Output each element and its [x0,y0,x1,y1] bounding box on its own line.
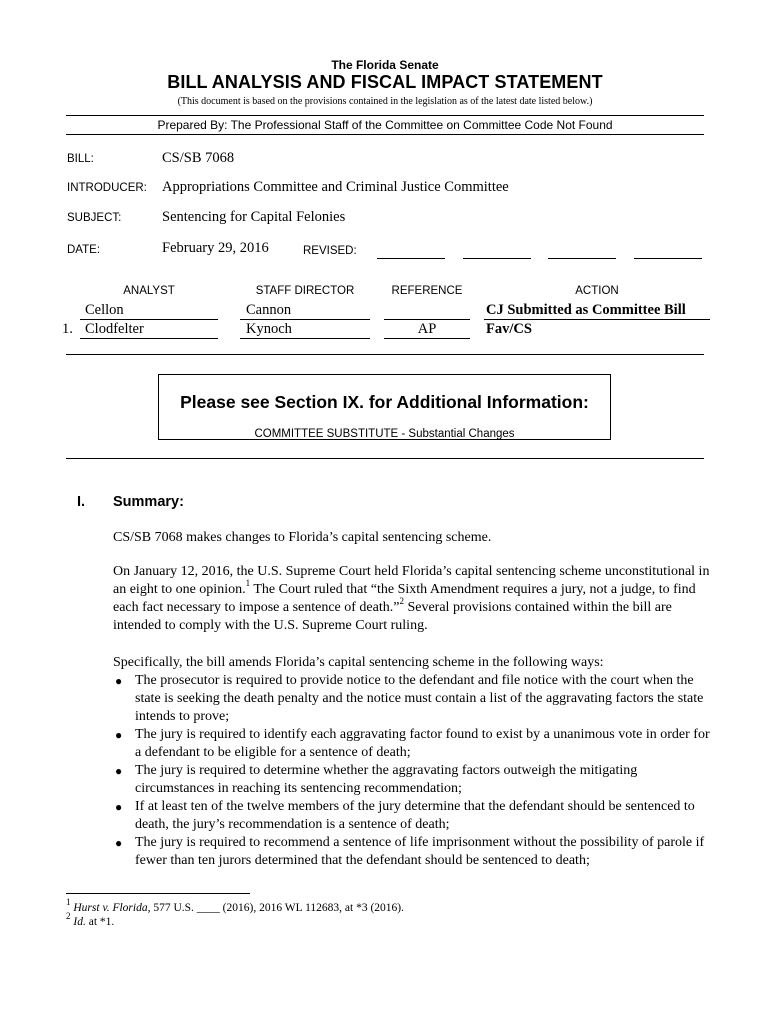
footnote-case: Hurst v. Florida [73,902,148,914]
cell-underline [80,319,218,320]
list-item-text: If at least ten of the twelve members of the jury determine that the defendant should be sentenced to death, the jury’s recommendation is a sentence of death; [135,799,695,832]
list-item [113,726,713,762]
action-cell: Fav/CS [486,321,532,337]
introducer-label: INTRODUCER: [67,182,147,194]
summary-paragraph [113,563,713,635]
col-reference: REFERENCE [391,285,463,297]
footnote-text: , 577 U.S. ____ (2016), 2016 WL 112683, at *3 (2016). [147,902,404,914]
revised-blank [634,258,702,259]
list-item [113,798,713,834]
list-item-text: The jury is required to identify each aggravating factor found to exist by a unanimous vote in order for a defendant to be eligible for a sentence of death; [135,727,710,760]
cell-underline [484,319,710,320]
paragraph-text: The Court ruled that “the Sixth Amendment requires a jury, not a judge, to find each fact necessary to impose a sentence of death.” [113,582,696,615]
divider [66,134,704,135]
notice-title: Please see Section IX. for Additional Information: [180,392,589,412]
section-number: I. [77,494,86,510]
footnote-number: 2 [66,911,71,922]
paragraph-text: CS/SB 7068 makes changes to Florida’s capital sentencing scheme. [113,530,492,545]
section-title: Summary: [113,494,184,510]
director-cell: Cannon [246,302,292,318]
list-item [113,672,713,726]
paragraph-text [113,563,713,635]
introducer-value: Appropriations Committee and Criminal Justice Committee [162,179,509,195]
list-item-text: The jury is required to recommend a sentence of life imprisonment without the possibility of parole if fewer than ten jurors determined that the defendant should be sentenced to death; [135,835,705,868]
footnote-case: Id. [73,916,86,928]
bullet-icon: ● [115,836,123,850]
bullet-icon: ● [115,674,123,688]
cell-underline [240,319,370,320]
subject-value: Sentencing for Capital Felonies [162,209,346,225]
summary-paragraph [113,529,713,547]
cell-underline [384,338,470,339]
footnote [66,897,404,914]
divider [66,458,704,459]
summary-paragraph [113,654,713,672]
date-value: February 29, 2016 [162,240,269,256]
revised-label: REVISED: [303,245,357,257]
cell-underline [80,338,218,339]
date-label: DATE: [67,244,101,256]
footnote [66,911,115,928]
revised-blank [548,258,616,259]
bullet-icon: ● [115,728,123,742]
col-staff-director: STAFF DIRECTOR [255,285,355,297]
footnote-number: 1 [66,897,71,908]
bullet-list [113,672,713,870]
list-item-text: The jury is required to determine whether the aggravating factors outweigh the mitigating circumstances in reaching its sentencing recommendation; [135,763,638,796]
reference-cell: AP [417,321,437,337]
footnote-text: at *1. [85,916,115,928]
divider [66,115,704,116]
cell-underline [240,338,370,339]
row-number: 1. [62,321,73,337]
analyst-cell: Clodfelter [85,321,144,337]
analyst-cell: Cellon [85,302,124,318]
bill-label: BILL: [67,153,94,165]
footnote-divider [66,893,250,894]
divider [66,354,704,355]
bullet-icon: ● [115,800,123,814]
document-title: BILL ANALYSIS AND FISCAL IMPACT STATEMENT [167,72,603,92]
notice-subtitle: COMMITTEE SUBSTITUTE - Substantial Changes [254,428,515,440]
bill-value: CS/SB 7068 [162,150,235,166]
paragraph-text: Several provisions contained within the bill are intended to comply with the U.S. Supreme Court ruling. [113,600,672,633]
paragraph-text: On January 12, 2016, the U.S. Supreme Court held Florida’s capital sentencing scheme unconstitutional in an eight to one opinion. [113,564,710,597]
director-cell: Kynoch [246,321,292,337]
list-item [113,762,713,798]
cell-underline [384,319,470,320]
footnote-ref[interactable]: 1 [245,578,251,589]
col-analyst: ANALYST [123,285,175,297]
list-item-text: The prosecutor is required to provide notice to the defendant and file notice with the court when the state is seeking the death penalty and the notice must contain a list of the aggravating factors the state intends to prove; [135,673,704,724]
footnote-ref[interactable]: 2 [399,596,404,607]
paragraph-text: Specifically, the bill amends Florida’s capital sentencing scheme in the following ways: [113,655,604,670]
revised-blank [377,258,445,259]
action-cell: CJ Submitted as Committee Bill [486,302,686,318]
org-name: The Florida Senate [331,58,439,72]
col-action: ACTION [575,285,619,297]
document-note: (This document is based on the provisions contained in the legislation as of the latest date listed below.) [177,96,593,107]
list-item [113,834,713,870]
revised-blank [463,258,531,259]
subject-label: SUBJECT: [67,212,122,224]
prepared-by: Prepared By: The Professional Staff of the Committee on Committee Code Not Found [157,118,613,132]
bullet-icon: ● [115,764,123,778]
